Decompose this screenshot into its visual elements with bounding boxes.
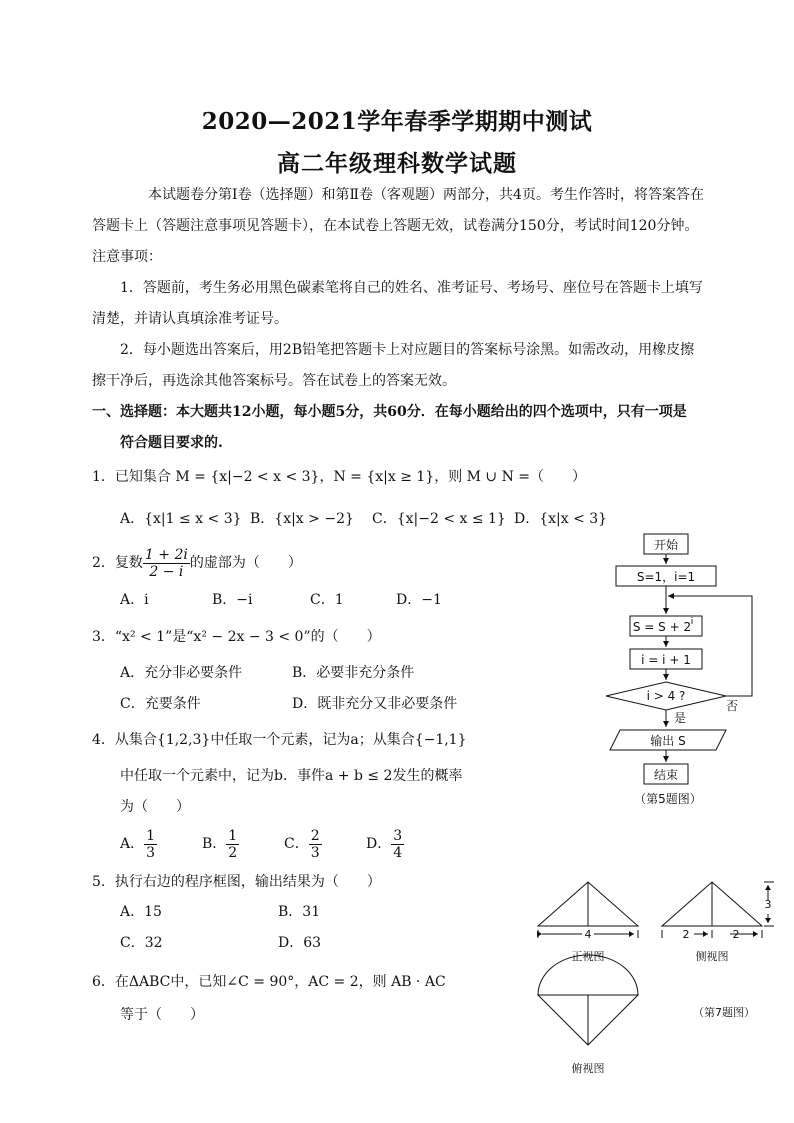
section-1-heading-cont: 符合题目要求的. <box>120 435 223 451</box>
q4-option-d <box>366 826 404 862</box>
flow-update-s-superscript: i <box>690 617 694 627</box>
notes-label: 注意事项： <box>92 249 162 265</box>
q5-option-b: B．31 <box>278 904 321 920</box>
flow-end-label: 结束 <box>653 768 679 782</box>
q2-numerator: 1 + 2i <box>144 546 188 563</box>
flow-condition-label: i > 4 ? <box>646 689 686 703</box>
q2-fraction <box>143 547 190 580</box>
question-1-stem: 1．已知集合 M = {x|−2 < x < 3}，N = {x|x ≥ 1}，则 M ∪ N =（ ） <box>92 469 587 485</box>
three-view-figure <box>528 870 788 1080</box>
flow-output-label: 输出 S <box>650 734 686 748</box>
note-1-line-1: 1．答题前，考生务必用黑色碳素笔将自己的姓名、准考证号、考场号、座位号在答题卡上填写 <box>120 280 703 296</box>
question-6-line-1: 6．在ΔABC中，已知∠C = 90°，AC = 2，则 AB · AC <box>92 974 446 990</box>
q4-option-c-label: C． <box>284 836 309 852</box>
q1-option-a: A．{x|1 ≤ x < 3} <box>120 511 242 527</box>
q1-option-c: C．{x|−2 < x ≤ 1} <box>372 511 506 527</box>
note-2-line-2: 擦干净后，再选涂其他答案标号。答在试卷上的答案无效。 <box>92 373 456 389</box>
q3-option-b: B．必要非充分条件 <box>292 665 415 681</box>
q5-option-d: D．63 <box>278 935 322 951</box>
q4-option-c <box>284 826 322 862</box>
note-1-line-2: 清楚，并请认真填涂准考证号。 <box>92 311 288 327</box>
intro-line-1: 本试题卷分第Ⅰ卷（选择题）和第Ⅱ卷（客观题）两部分，共4页。考生作答时，将答案答在 <box>148 187 704 203</box>
flow-init-label: S=1，i=1 <box>636 570 696 584</box>
q4-option-a-frac <box>144 828 157 861</box>
q4-b-num: 1 <box>228 827 238 844</box>
side-dim-left-label: 2 <box>682 928 690 941</box>
q4-c-num: 2 <box>310 827 320 844</box>
q2-option-d: D．−1 <box>396 592 442 608</box>
q4-option-a-label: A． <box>120 836 145 852</box>
height-dim-label: 3 <box>764 898 772 911</box>
intro-line-2: 答题卡上（答题注意事项见答题卡），在本试卷上答题无效，试卷满分150分，考试时间120分钟。 <box>92 218 699 234</box>
flowchart-figure <box>600 528 790 813</box>
q5-option-a: A．15 <box>120 904 162 920</box>
three-view-caption: （第7题图） <box>693 1006 755 1019</box>
q2-suffix: 的虚部为（ ） <box>189 555 302 571</box>
q4-option-d-label: D． <box>366 836 392 852</box>
flow-update-s-label: S = S + 2 <box>632 620 692 634</box>
question-4-line-2: 中任取一个元素中，记为b．事件a + b ≤ 2发生的概率 <box>120 768 463 784</box>
q2-option-b: B．−i <box>212 592 253 608</box>
question-6-line-2: 等于（ ） <box>120 1007 204 1023</box>
q4-a-num: 1 <box>146 827 156 844</box>
q4-option-d-frac <box>391 828 404 861</box>
q1-option-d: D．{x|x < 3} <box>514 511 608 527</box>
q2-prefix: 2．复数 <box>92 555 143 571</box>
flow-yes-label: 是 <box>673 711 687 725</box>
q4-b-den: 2 <box>228 844 238 861</box>
question-3-stem: 3．“x² < 1”是“x² − 2x − 3 < 0”的（ ） <box>92 629 381 645</box>
q4-c-den: 3 <box>310 844 320 861</box>
question-4-line-1: 4．从集合{1,2,3}中任取一个元素，记为a；从集合{−1,1} <box>92 732 467 748</box>
q2-option-c: C．1 <box>310 592 344 608</box>
q3-option-a: A．充分非必要条件 <box>120 665 243 681</box>
q2-denominator: 2 − i <box>149 563 184 580</box>
q4-a-den: 3 <box>146 844 156 861</box>
question-2-stem <box>92 545 302 581</box>
question-4-line-3: 为（ ） <box>120 799 190 815</box>
q4-option-b <box>202 826 239 862</box>
front-dim-label: 4 <box>584 928 592 941</box>
q1-option-b: B．{x|x > −2} <box>250 511 354 527</box>
q2-option-a: A．i <box>120 592 149 608</box>
q4-option-c-frac <box>309 828 322 861</box>
q3-option-c: C．充要条件 <box>120 696 201 712</box>
exam-subtitle: 高二年级理科数学试题 <box>277 150 517 177</box>
q4-option-b-label: B． <box>202 836 227 852</box>
q4-d-num: 3 <box>393 827 403 844</box>
flow-start-label: 开始 <box>653 538 679 552</box>
side-view-label: 侧视图 <box>695 950 729 963</box>
section-1-heading: 一、选择题：本大题共12小题，每小题5分，共60分．在每小题给出的四个选项中，只有一项是 <box>92 404 687 420</box>
front-view-label: 正视图 <box>571 950 605 963</box>
q3-option-d: D．既非充分又非必要条件 <box>292 696 458 712</box>
question-5-stem: 5．执行右边的程序框图，输出结果为（ ） <box>92 874 381 890</box>
top-view-label: 俯视图 <box>571 1062 605 1075</box>
flow-update-i-label: i = i + 1 <box>641 653 691 667</box>
q4-option-a <box>120 826 157 862</box>
flowchart-caption: （第5题图） <box>634 792 702 806</box>
q5-option-c: C．32 <box>120 935 163 951</box>
q4-option-b-frac <box>226 828 239 861</box>
side-dim-right-label: 2 <box>732 928 740 941</box>
exam-title: 2020—2021学年春季学期期中测试 <box>201 108 593 135</box>
note-2-line-1: 2．每小题选出答案后，用2B铅笔把答题卡上对应题目的答案标号涂黑。如需改动，用橡皮擦 <box>120 342 695 358</box>
flow-no-label: 否 <box>725 699 739 713</box>
q4-d-den: 4 <box>393 844 403 861</box>
